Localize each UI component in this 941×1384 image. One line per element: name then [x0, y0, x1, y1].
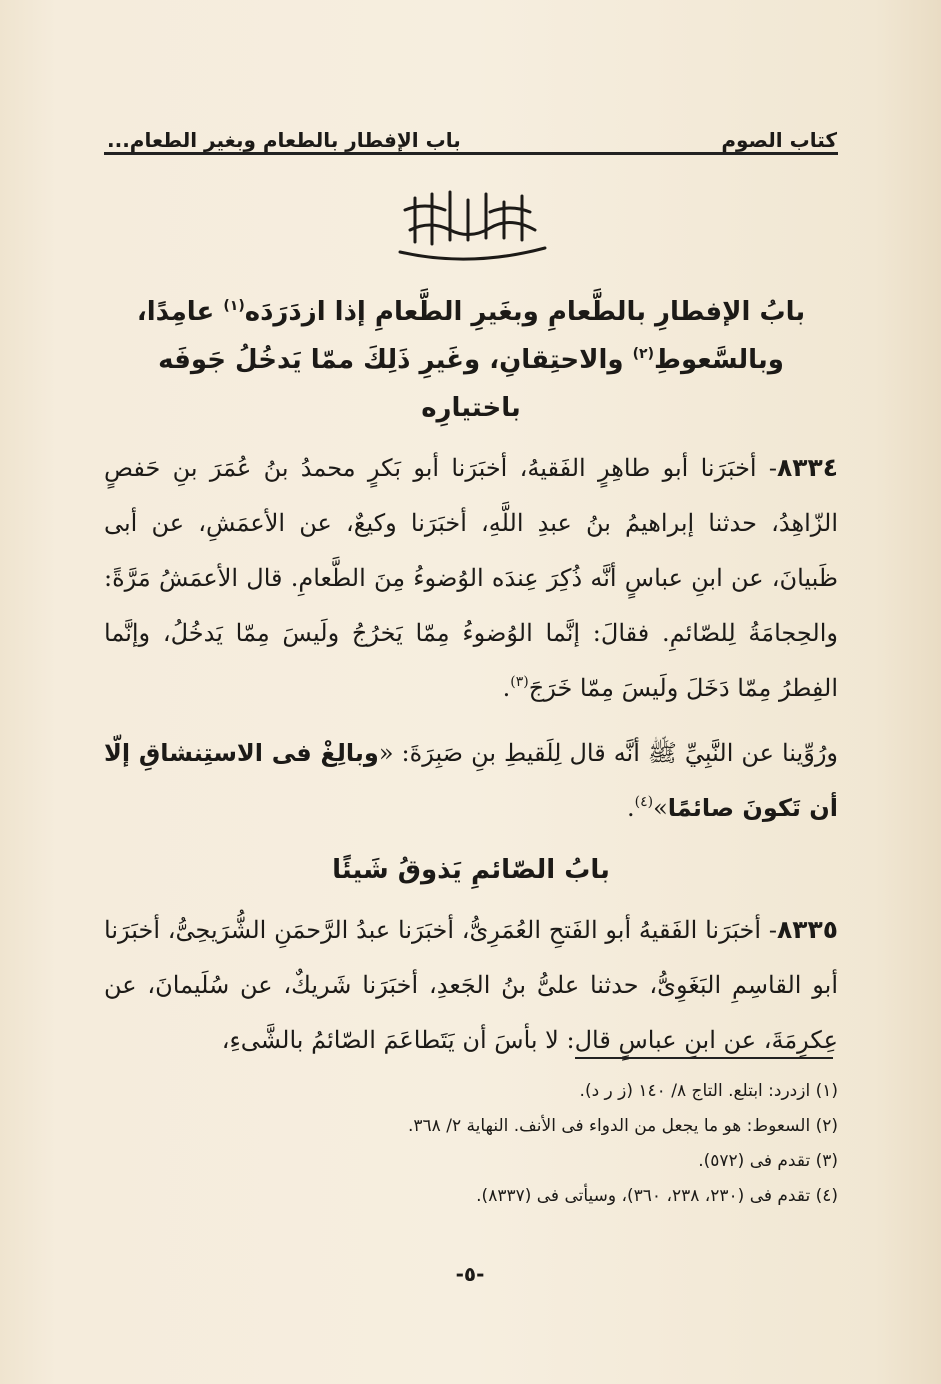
chapter-title-1: بابُ الإفطارِ بالطَّعامِ وبغَيرِ الطَّعامِ إذا ازدَرَدَه$^{(١)}$ عامِدًا، وبالسَّعوطِ$^{(٢)}$ والاحتِقانِ، وغَيرِ ذَلِكَ ممّا يَدخُلُ جَوفَه باختيارِه — [136, 297, 806, 423]
hadith-number: ٨٣٣٥ — [776, 915, 838, 944]
footnote-ref-3: (٣) — [510, 674, 529, 690]
footnote-ref-1: (١) — [223, 298, 245, 314]
hadith-text: - أخبَرَنا أبو طاهِرٍ الفَقيهُ، أخبَرَنا أبو بَكرٍ محمدُ بنُ عُمَرَ بنِ حَفصٍ الزّاهِدُ، حدثنا إبراهيمُ بنُ عبدِ اللَّهِ، أخبَرَنا وكيعٌ، عن الأعمَشِ، عن أبى ظَبيانَ، عن ابنِ عباسٍ أنَّه ذُكِرَ عِندَه الوُضوءُ مِنَ الطَّعامِ. قال الأعمَشُ مَرَّةً: والحِجامَةُ لِلصّائمِ. فقالَ: إنَّما الوُضوءُ مِمّا يَخرُجُ ولَيسَ مِمّا يَدخُلُ، وإنَّما الفِطرُ مِمّا دَخَلَ ولَيسَ مِمّا خَرَجَ — [104, 454, 838, 702]
page-number: -٥- — [455, 1262, 485, 1286]
chapter-title-2: بابُ الصّائمِ يَذوقُ شَيئًا — [332, 855, 610, 885]
hadith-8335 — [104, 902, 838, 1068]
footnote-3: (٣) تقدم فى (٥٧٢). — [698, 1151, 838, 1171]
footnote-ref-4: (٤) — [634, 794, 654, 810]
quoted-hadith: وبالِغْ فى الاستِنشاقِ إلّا أن تَكونَ صائمًا — [104, 739, 838, 822]
header-book-title: كتاب الصوم — [721, 128, 837, 152]
hadith-8334: ٨٣٣٤- أخبَرَنا أبو طاهِرٍ الفَقيهُ، أخبَرَنا أبو بَكرٍ محمدُ بنُ عُمَرَ بنِ حَفصٍ الزّاهِدُ، حدثنا إبراهيمُ بنُ عبدِ اللَّهِ، أخبَرَنا وكيعٌ، عن الأعمَشِ، عن أبى ظَبيانَ، عن ابنِ عباسٍ أنَّه ذُكِرَ عِندَه الوُضوءُ مِنَ الطَّعامِ. قال الأعمَشُ مَرَّةً: والحِجامَةُ لِلصّائمِ. فقالَ: إنَّما الوُضوءُ مِمّا يَخرُجُ ولَيسَ مِمّا يَدخُلُ، وإنَّما الفِطرُ مِمّا دَخَلَ ولَيسَ مِمّا خَرَجَ$^{(٣)}$. — [104, 453, 838, 702]
hadith-number: ٨٣٣٤ — [776, 453, 838, 482]
footnotes — [104, 1074, 838, 1214]
basmala-calligraphy — [370, 180, 570, 270]
running-header — [107, 118, 837, 152]
footnote-2: (٢) السعوط: هو ما يجعل من الدواء فى الأنف. النهاية ٢/ ٣٦٨. — [407, 1116, 838, 1136]
footnote-ref-2: (٢) — [632, 346, 654, 362]
riwaya-paragraph: ورُوِّينا عن النَّبِيِّ ﷺ أنَّه قال لِلَقيطِ بنِ صَبِرَةَ: «وبالِغْ فى الاستِنشاقِ إلّا أن تَكونَ صائمًا»$^{(٤)}$. — [104, 739, 838, 822]
header-rule — [104, 152, 838, 155]
footnote-4: (٤) تقدم فى (٢٣٠، ٢٣٨، ٣٦٠)، وسيأتى فى (٨٣٣٧). — [476, 1186, 838, 1206]
header-chapter-title: باب الإفطار بالطعام وبغير الطعام... — [107, 128, 461, 152]
footnote-separator — [575, 1057, 833, 1059]
main-text — [104, 288, 838, 1078]
hadith-text: - أخبَرَنا الفَقيهُ أبو الفَتحِ العُمَرِىُّ، أخبَرَنا عبدُ الرَّحمَنِ الشُّرَيحِىُّ، أخبَرَنا أبو القاسِمِ البَغَوِىُّ، حدثنا علىُّ بنُ الجَعدِ، أخبَرَنا شَريكٌ، عن سُلَيمانَ، عن عِكرِمَةَ، عن ابنِ عباسٍ قال: لا بأسَ أن يَتَطاعَمَ الصّائمُ بالشَّىءِ، — [104, 916, 838, 1054]
footnote-1: (١) ازدرد: ابتلع. التاج ٨/ ١٤٠ (ز ر د). — [579, 1081, 838, 1101]
